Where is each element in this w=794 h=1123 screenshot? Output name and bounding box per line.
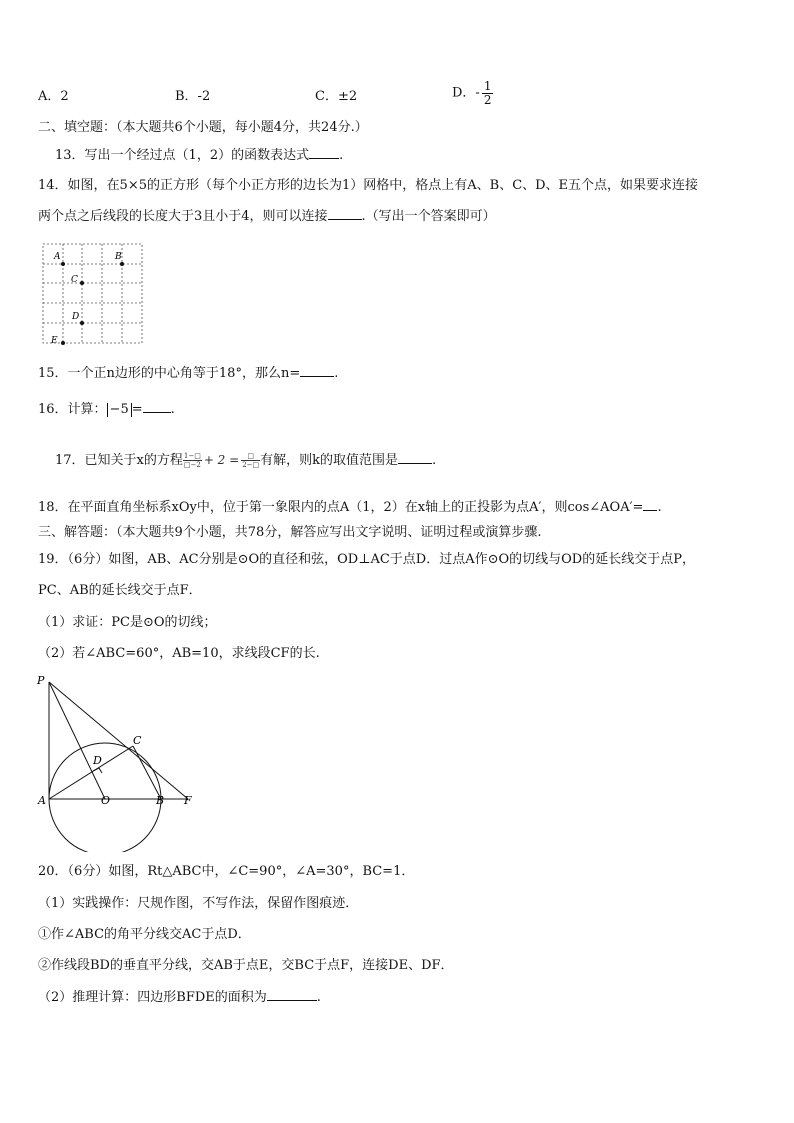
answer-blank [328,207,362,220]
point-d [80,321,84,325]
right-angle-mark [93,768,102,773]
q17-fraction-2 [241,452,260,469]
label-a: A [38,794,46,807]
point-e [61,341,65,345]
question-20-part2 [38,988,321,1007]
label-c: C [133,734,142,747]
answer-blank [143,400,171,413]
point-a [61,262,65,266]
q15-end: . [334,366,339,381]
q17-end: . [432,453,437,468]
absolute-value: −5 [107,403,132,417]
question-20-line1: 20．（6分）如图，Rt△ABC中，∠C=90°，∠A=30°，BC=1． [38,864,415,879]
q13-text: 13．写出一个经过点（1，2）的函数表达式 [55,148,310,163]
question-16 [38,400,175,419]
q18-end: . [657,500,662,515]
question-14-line2 [38,207,496,226]
q20-end: . [316,990,321,1005]
question-15 [38,364,338,383]
q16-equals: = [131,402,143,417]
label-d: D [93,754,102,767]
q15-text: 15．一个正n边形的中心角等于18°，那么n= [38,366,301,381]
answer-blank [643,498,657,511]
answer-blank [300,364,334,377]
answer-blank [398,451,432,464]
question-19-part1: （1）求证：PC是⊙O的切线； [38,615,217,630]
question-14-line1: 14．如图，在5×5的正方形（每个小正方形的边长为1）网格中，格点上有A、B、C、D、E五个点，如果要求连接 [38,178,699,193]
option-d [452,80,495,107]
q16-text: 16．计算： [38,402,107,417]
fraction-numerator: □ [241,452,260,461]
q17-text-end: 有解，则k的取值范围是 [260,453,399,468]
question-13 [55,146,343,165]
q14-text: 两个点之后线段的长度大于3且小于4，则可以连接 [38,209,328,224]
answer-blank [309,146,339,159]
q13-end: . [339,148,344,163]
grid-figure [40,242,144,346]
q20-text: （2）推理计算：四边形BFDE的面积为 [38,990,267,1005]
label-d: D [72,312,80,322]
question-20-step2: ②作线段BD的垂直平分线，交AB于点E，交BC于点F，连接DE、DF． [38,958,454,973]
section-2-heading: 二、填空题：（本大题共6个小题，每小题4分，共24分.） [38,120,368,135]
segment-pf [49,682,188,799]
question-19-line1: 19．（6分）如图，AB、AC分别是⊙O的直径和弦，OD⊥AC于点D．过点A作⊙O的切线与OD的延长线交于点P， [38,552,695,567]
point-b [120,262,124,266]
question-19-line2: PC、AB的延长线交于点F． [38,583,202,598]
option-b: B．-2 [175,89,211,104]
question-20-step1: ①作∠ABC的角平分线交AC于点D． [38,927,251,942]
label-c: C [71,275,78,285]
option-d-fraction [482,80,494,107]
q14-text-end: .（写出一个答案即可） [361,209,496,224]
segment-ac [49,746,133,799]
label-b: B [156,794,165,807]
fraction-numerator: 1 [483,79,492,93]
label-b: B [115,252,122,262]
label-f: F [184,794,192,807]
label-p: P [37,674,45,687]
point-c [80,281,84,285]
option-c: C．±2 [315,89,358,104]
circle-figure [30,672,205,852]
q17-fraction-1 [183,452,202,469]
fraction-denominator: 2−□ [242,461,260,469]
q17-mid: + 2 = [203,453,240,467]
fraction-denominator: □−2 [183,461,201,469]
question-20-part1: （1）实践操作：尺规作图，不写作法，保留作图痕迹． [38,896,359,911]
label-a: A [54,252,61,262]
question-17 [55,448,436,473]
fraction-denominator: 2 [483,93,492,107]
option-d-prefix: D．- [452,85,480,101]
fraction-numerator: 1−□ [183,452,201,460]
label-e: E [51,336,58,346]
q17-text: 17．已知关于x的方程 [55,453,183,468]
section-3-heading: 三、解答题：（本大题共9个小题，共78分，解答应写出文字说明、证明过程或演算步骤. [38,525,542,540]
label-o: O [101,794,111,807]
question-19-part2: （2）若∠ABC=60°，AB=10，求线段CF的长. [38,646,320,661]
question-18 [38,498,662,517]
q16-end: . [170,402,175,417]
option-a: A．2 [38,89,69,104]
answer-blank [267,988,317,1001]
q18-text: 18．在平面直角坐标系xOy中，位于第一象限内的点A（1，2）在x轴上的正投影为点A′，则cos∠AOA′= [38,500,644,515]
